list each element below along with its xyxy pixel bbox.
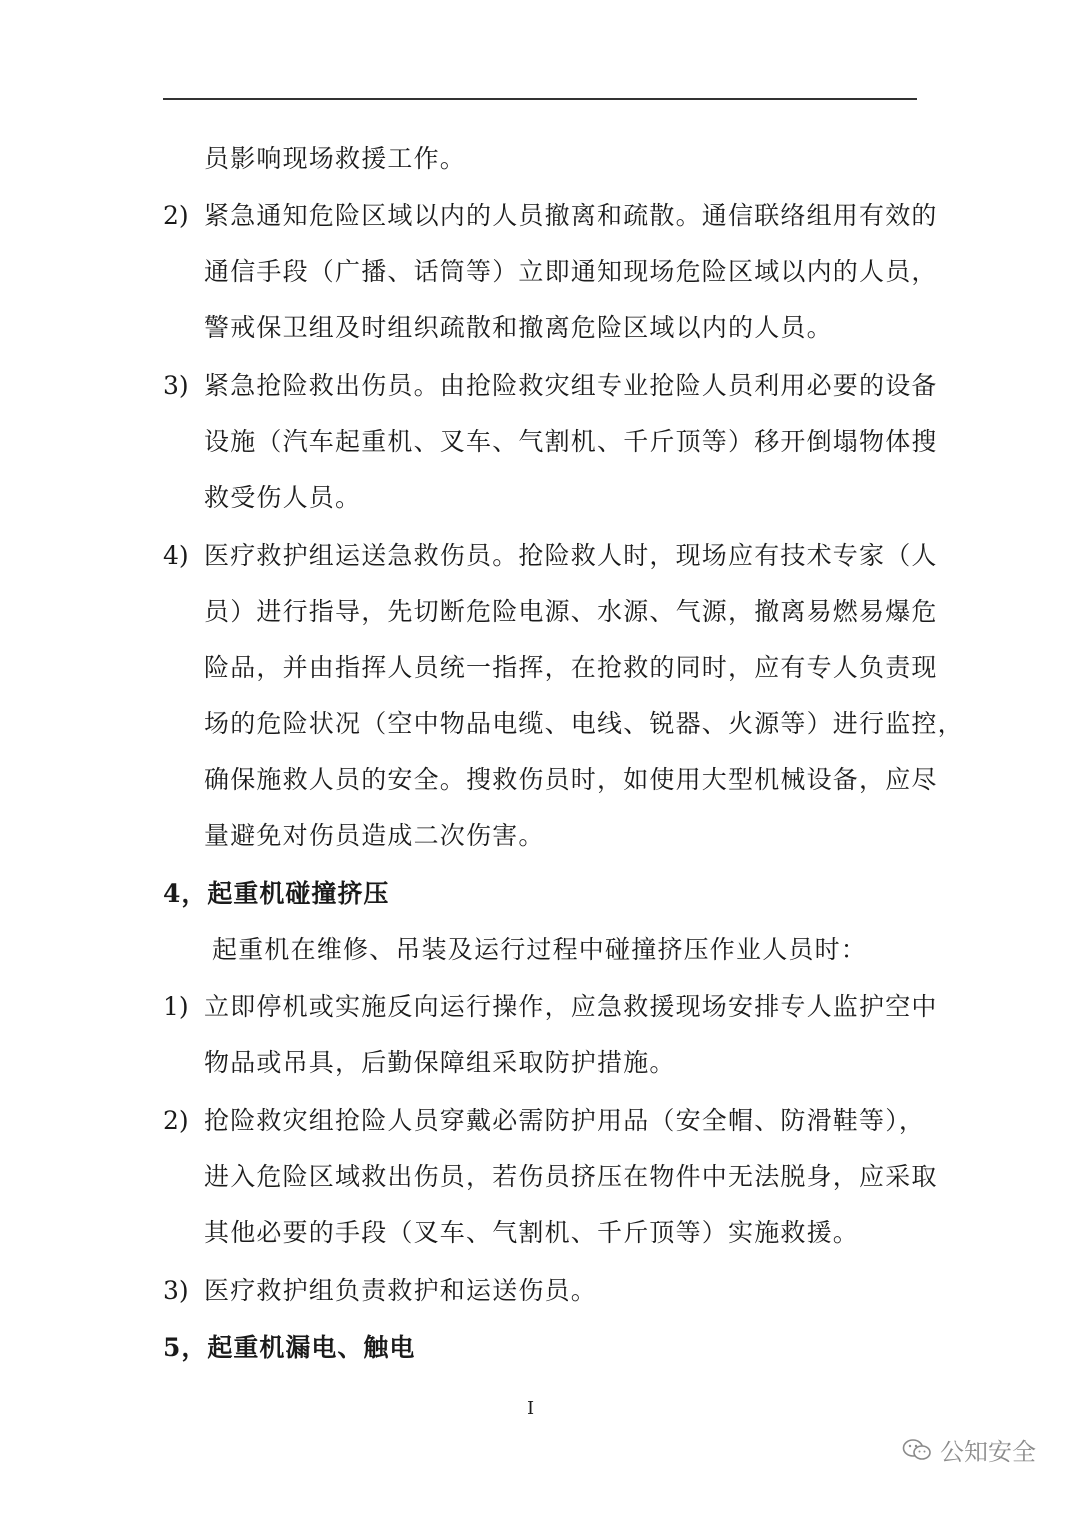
paragraph-line: 紧急通知危险区域以内的人员撤离和疏散。通信联络组用有效的 [204, 201, 938, 230]
paragraph-line: 确保施救人员的安全。搜救伤员时，如使用大型机械设备，应尽 [204, 765, 938, 794]
list-number: 2) [163, 1106, 189, 1135]
list-number: 3) [163, 1276, 189, 1305]
page-number: I [527, 1398, 535, 1419]
list-number: 3) [163, 371, 189, 400]
paragraph-line: 紧急抢险救出伤员。由抢险救灾组专业抢险人员利用必要的设备 [204, 371, 938, 400]
section-heading: 4，起重机碰撞挤压 [163, 879, 390, 908]
paragraph-line: 量避免对伤员造成二次伤害。 [204, 821, 545, 850]
watermark-text: 公知安全 [940, 1438, 1036, 1466]
wechat-icon [902, 1438, 932, 1462]
paragraph-line: 员影响现场救援工作。 [204, 144, 467, 173]
section-heading: 5，起重机漏电、触电 [163, 1333, 416, 1362]
paragraph-line: 通信手段（广播、话筒等）立即通知现场危险区域以内的人员， [204, 257, 938, 286]
list-number: 4) [163, 541, 189, 570]
paragraph-line: 员）进行指导，先切断危险电源、水源、气源，撤离易燃易爆危 [204, 597, 938, 626]
paragraph-line: 物品或吊具，后勤保障组采取防护措施。 [204, 1048, 676, 1077]
paragraph-line: 警戒保卫组及时组织疏散和撤离危险区域以内的人员。 [204, 313, 833, 342]
list-number: 2) [163, 201, 189, 230]
paragraph-line: 立即停机或实施反向运行操作，应急救援现场安排专人监护空中 [204, 992, 938, 1021]
paragraph-line: 起重机在维修、吊装及运行过程中碰撞挤压作业人员时： [212, 935, 868, 964]
paragraph-line: 救受伤人员。 [204, 483, 362, 512]
paragraph-line: 医疗救护组运送急救伤员。抢险救人时，现场应有技术专家（人 [204, 541, 938, 570]
paragraph-line: 其他必要的手段（叉车、气割机、千斤顶等）实施救援。 [204, 1218, 860, 1247]
header-rule [163, 98, 917, 100]
paragraph-line: 设施（汽车起重机、叉车、气割机、千斤顶等）移开倒塌物体搜 [204, 427, 938, 456]
paragraph-line: 场的危险状况（空中物品电缆、电线、锐器、火源等）进行监控， [204, 709, 964, 738]
paragraph-line: 抢险救灾组抢险人员穿戴必需防护用品（安全帽、防滑鞋等）， [204, 1106, 926, 1135]
watermark [902, 1432, 1036, 1467]
list-number: 1) [163, 992, 189, 1021]
paragraph-line: 医疗救护组负责救护和运送伤员。 [204, 1276, 598, 1305]
paragraph-line: 险品，并由指挥人员统一指挥，在抢救的同时，应有专人负责现 [204, 653, 938, 682]
paragraph-line: 进入危险区域救出伤员，若伤员挤压在物件中无法脱身，应采取 [204, 1162, 938, 1191]
